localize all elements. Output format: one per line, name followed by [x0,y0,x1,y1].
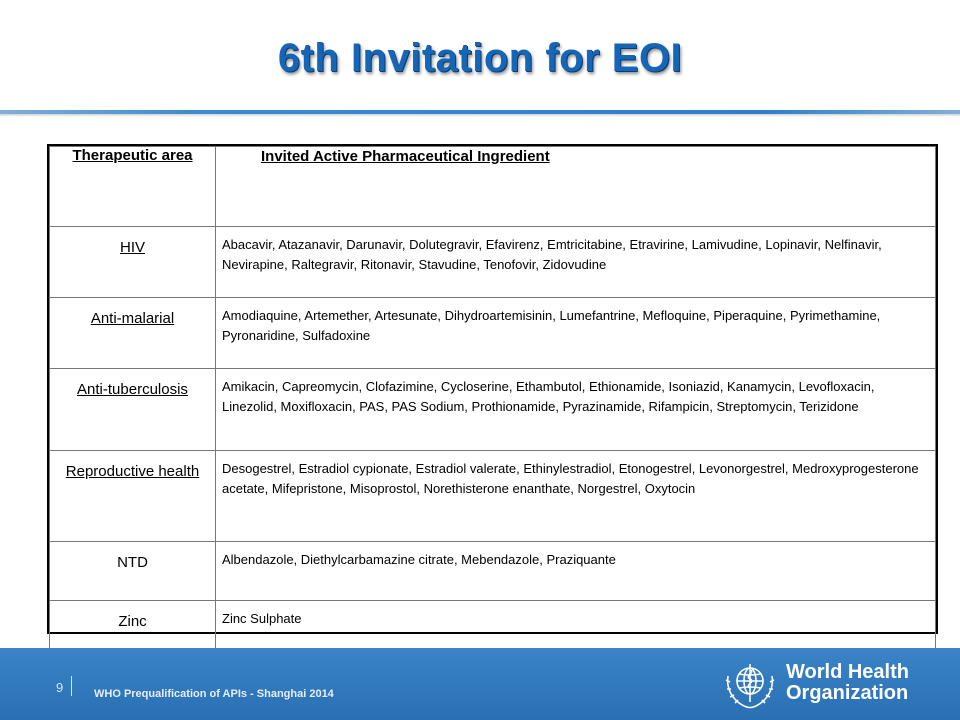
slide-title: 6th Invitation for EOI [277,36,683,80]
title-divider-shadow [0,114,960,117]
therapeutic-area-cell [50,298,216,369]
table-row-hiv [50,227,936,298]
slide-footer [0,648,960,720]
therapeutic-area-cell [50,227,216,298]
table-row-zinc [50,601,936,652]
page-number: 9 [56,680,64,695]
table-row-anti-malarial [50,298,936,369]
therapeutic-area-cell [50,601,216,652]
header-invited-api: Invited Active Pharmaceutical Ingredient [216,147,936,227]
api-list-cell: Amodiaquine, Artemether, Artesunate, Dihydroartemisinin, Lumefantrine, Mefloquine, Piperaquine, Pyrimethamine, Pyronaridine, Sulfadoxine [216,298,936,369]
table-row-ntd [50,542,936,601]
who-emblem-icon [720,654,780,714]
therapeutic-area-cell [50,451,216,542]
area-label: HIV [119,239,145,256]
table-row-anti-tuberculosis [50,369,936,451]
who-wordmark-line1: World Health [786,661,909,683]
who-wordmark-line2: Organization [786,682,909,704]
area-label: NTD [117,554,148,571]
footer-caption: WHO Prequalification of APIs - Shanghai 2014 [94,688,334,700]
therapeutic-area-cell [50,542,216,601]
area-label: Anti-tuberculosis [77,381,188,398]
api-list-cell: Abacavir, Atazanavir, Darunavir, Dolutegravir, Efavirenz, Emtricitabine, Etravirine, Lamivudine, Lopinavir, Nelfinavir, Nevirapine, Raltegravir, Ritonavir, Stavudine, Tenofovir, Zidovudine [216,227,936,298]
api-list-cell: Zinc Sulphate [216,601,936,652]
api-list-cell: Amikacin, Capreomycin, Clofazimine, Cycloserine, Ethambutol, Ethionamide, Isoniazid, Kanamycin, Levofloxacin, Linezolid, Moxifloxacin, PAS, PAS Sodium, Prothionamide, Pyrazinamide, Rifampicin, Streptomycin, Terizidone [216,369,936,451]
table-header-row [50,147,936,227]
api-list-cell: Albendazole, Diethylcarbamazine citrate, Mebendazole, Praziquante [216,542,936,601]
api-list-cell: Desogestrel, Estradiol cypionate, Estradiol valerate, Ethinylestradiol, Etonogestrel, Levonorgestrel, Medroxyprogesterone acetate, Mifepristone, Misoprostol, Norethisterone enanthate, Norgestrel, Oxytocin [216,451,936,542]
table-row-reproductive-health [50,451,936,542]
area-label: Reproductive health [65,463,200,480]
eoi-table-container [47,144,938,634]
area-label: Zinc [118,613,147,630]
page-number-divider [71,676,72,696]
eoi-table [49,146,936,684]
who-wordmark [786,662,909,704]
therapeutic-area-cell [50,369,216,451]
area-label: Anti-malarial [90,310,175,327]
header-therapeutic-area: Therapeutic area [50,147,216,227]
